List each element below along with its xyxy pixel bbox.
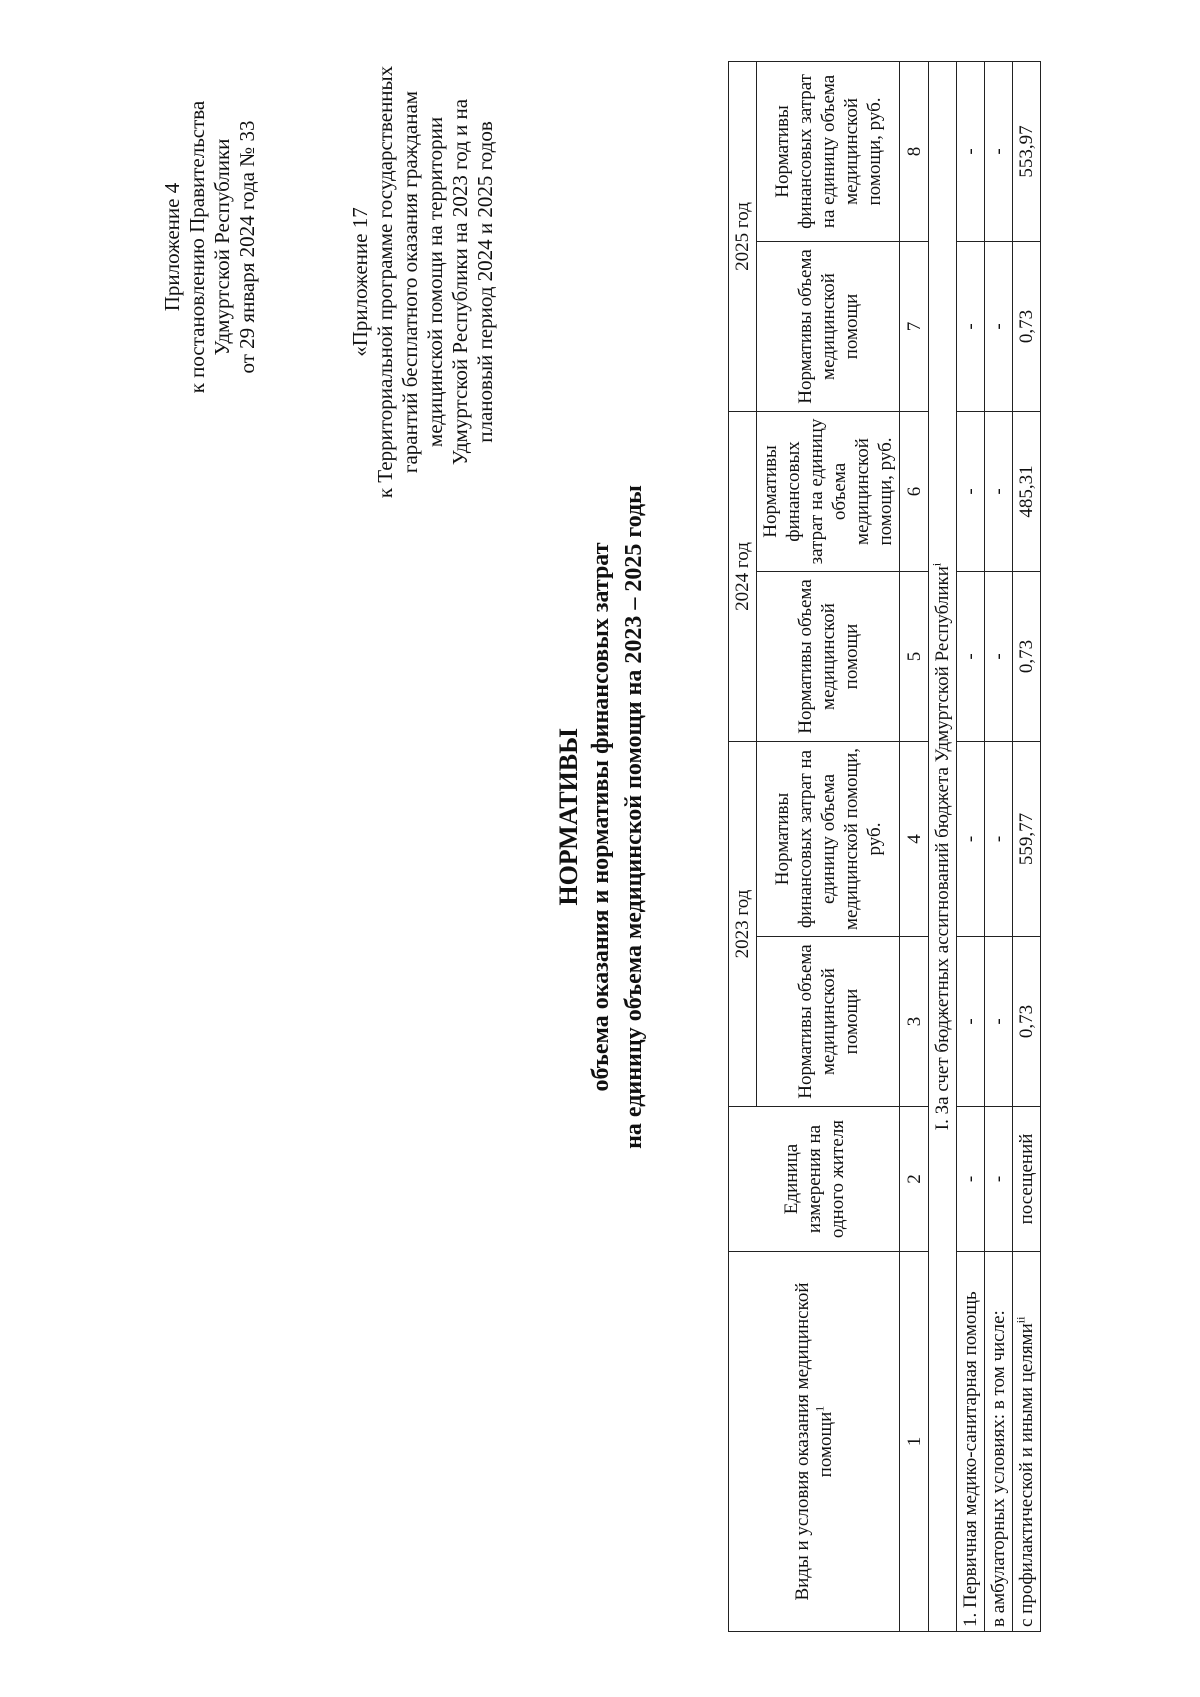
cell-cost-2025: - [985, 61, 1013, 241]
header-cost-2025: Нормативы финансовых затрат на единицу объема медицинской помощи, руб. [757, 61, 900, 241]
row-name: 1. Первичная медико-санитарная помощь [957, 1252, 985, 1632]
cell-unit: - [985, 1107, 1013, 1252]
title-line3: на единицу объема медицинской помощи на 2023 – 2025 годы [621, 485, 647, 1149]
norms-table [728, 61, 1041, 1632]
section-title: I. За счет бюджетных ассигнований бюджета Удмуртской Республики$^i$ [929, 61, 957, 1631]
cell-volume-2023: 0,73 [1013, 937, 1041, 1107]
cell-volume-2025: 0,73 [1013, 241, 1041, 411]
header-year-2023: 2023 год [729, 741, 757, 1106]
title-line2: объема оказания и нормативы финансовых затрат [588, 542, 614, 1092]
row-name: в амбулаторных условиях: в том числе: [985, 1252, 1013, 1632]
cell-cost-2025: 553,97 [1013, 61, 1041, 241]
appendix-line: от 29 января 2024 года № 33 [235, 120, 259, 374]
row-name: с профилактической и иными целями$^{ii}$ [1013, 1252, 1041, 1632]
header-year-2024: 2024 год [729, 411, 757, 741]
appendix2-line: к Территориальной программе государственных [373, 65, 397, 499]
column-index-row [900, 61, 929, 1631]
cell-unit: - [957, 1107, 985, 1252]
header-volume-2023: Нормативы объема медицинской помощи [757, 937, 900, 1107]
appendix2-line: медицинской помощи на территории [423, 116, 447, 448]
header-year-2025: 2025 год [729, 61, 757, 411]
column-index: 2 [900, 1107, 929, 1252]
cell-cost-2024: - [957, 411, 985, 571]
footnote-mark: ii [1013, 1316, 1028, 1324]
column-index: 8 [900, 61, 929, 241]
table-row [985, 61, 1013, 1631]
header-volume-2025: Нормативы объема медицинской помощи [757, 241, 900, 411]
table-row [957, 61, 985, 1631]
header-row-years [729, 61, 757, 1631]
cell-cost-2023: - [985, 741, 1013, 936]
cell-volume-2025: - [985, 241, 1013, 411]
appendix-line: к постановлению Правительства [185, 100, 209, 394]
section-row [929, 61, 957, 1631]
column-index: 1 [900, 1252, 929, 1632]
cell-volume-2025: - [957, 241, 985, 411]
footnote-mark: i [929, 562, 944, 567]
cell-cost-2025: - [957, 61, 985, 241]
column-index: 6 [900, 411, 929, 571]
header-cost-2024: Нормативы финансовых затрат на единицу объема медицинской помощи, руб. [757, 411, 900, 571]
cell-volume-2023: - [957, 937, 985, 1107]
column-index: 4 [900, 741, 929, 936]
cell-volume-2024: 0,73 [1013, 571, 1041, 741]
appendix-line: Приложение 4 [160, 182, 184, 312]
appendix2-line: плановый период 2024 и 2025 годов [473, 121, 497, 443]
cell-volume-2023: - [985, 937, 1013, 1107]
appendix-header [160, 87, 260, 407]
appendix-line: Удмуртской Республики [210, 138, 234, 356]
column-index: 7 [900, 241, 929, 411]
cell-cost-2024: 485,31 [1013, 411, 1041, 571]
table-row [1013, 61, 1041, 1631]
cell-volume-2024: - [985, 571, 1013, 741]
column-index: 5 [900, 571, 929, 741]
cell-cost-2024: - [985, 411, 1013, 571]
cell-unit: посещений [1013, 1107, 1041, 1252]
cell-cost-2023: - [957, 741, 985, 936]
cell-volume-2024: - [957, 571, 985, 741]
appendix-program-header [348, 37, 498, 527]
appendix2-line: «Приложение 17 [348, 207, 372, 357]
column-index: 3 [900, 937, 929, 1107]
footnote-mark: 1 [812, 1405, 827, 1412]
cell-cost-2023: 559,77 [1013, 741, 1041, 936]
header-unit: Единица измерения на одного жителя [729, 1107, 900, 1252]
header-cost-2023: Нормативы финансовых затрат на единицу объема медицинской помощи, руб. [757, 741, 900, 936]
document-title [552, 417, 651, 1217]
appendix2-line: гарантий бесплатного оказания гражданам [398, 90, 422, 474]
appendix2-line: Удмуртской Республики на 2023 год и на [448, 98, 472, 466]
header-volume-2024: Нормативы объема медицинской помощи [757, 571, 900, 741]
title-main: НОРМАТИВЫ [554, 728, 583, 906]
header-kind: Виды и условия оказания медицинской помощи$^1$ [729, 1252, 900, 1632]
